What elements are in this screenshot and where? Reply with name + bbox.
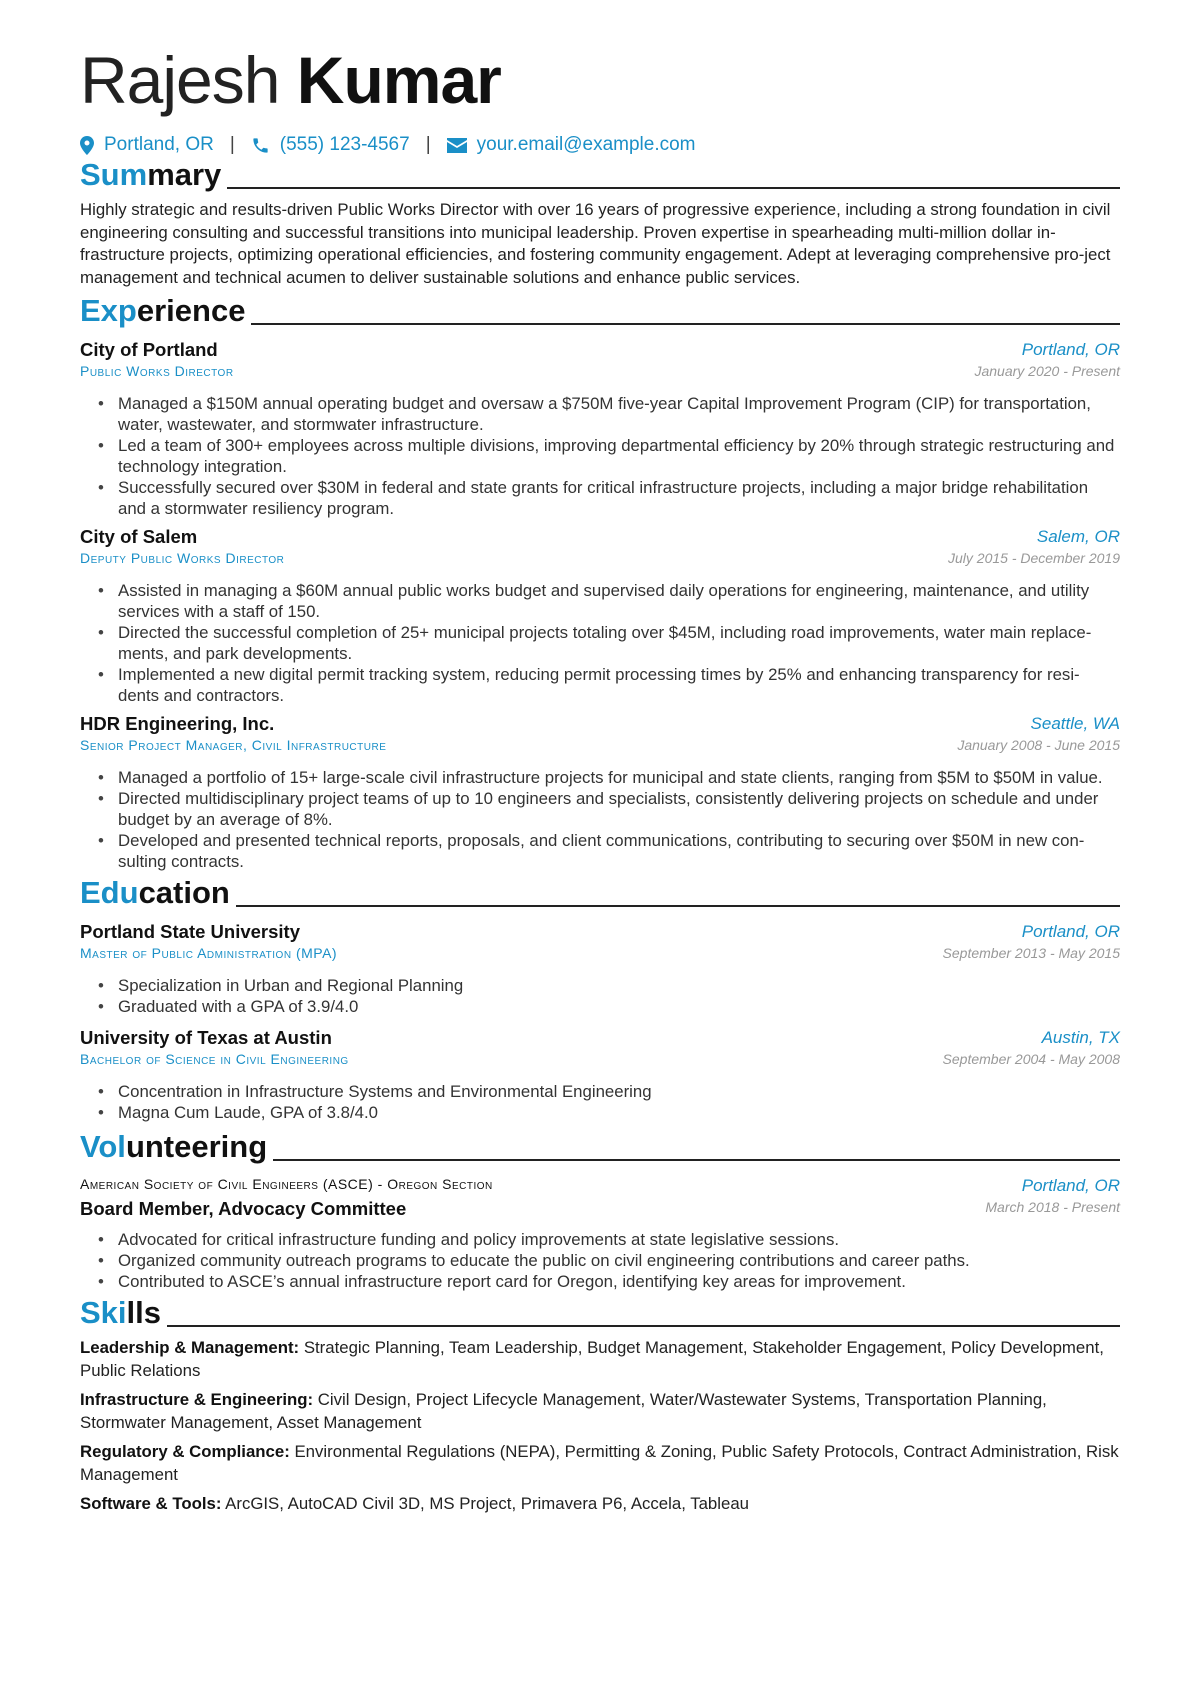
contact-separator: | <box>425 134 431 155</box>
volunteer-dates: March 2018 - Present <box>985 1199 1120 1215</box>
list-item: • Contributed to ASCE’s annual infrastructure report card for Oregon, identifying key areas for improvement. <box>98 1271 1120 1292</box>
school-name: University of Texas at Austin <box>80 1027 332 1048</box>
experience-entry <box>80 338 1120 384</box>
list-item: • Directed the successful completion of 25+ municipal projects totaling over $45M, including road improvements, water main replace-ments, and park developments. <box>98 622 1120 664</box>
skill-value: Strategic Planning, Team Leadership, Budget Management, Stakeholder Engagement, Policy Development, Public Relations <box>80 1338 1104 1380</box>
list-item: • Successfully secured over $30M in federal and state grants for critical infrastructure projects, including a major bridge rehabilitation and a stormwater resiliency program. <box>98 477 1120 519</box>
employer-name: City of Portland <box>80 339 218 360</box>
section-rule <box>227 187 1120 189</box>
job-title: Senior Project Manager, Civil Infrastructure <box>80 737 387 753</box>
volunteer-location: Portland, OR <box>1021 1176 1120 1195</box>
job-location: Portland, OR <box>1021 340 1120 359</box>
skill-value: Civil Design, Project Lifecycle Management, Water/Wastewater Systems, Transportation Planning, Stormwater Management, Asset Management <box>80 1390 1047 1432</box>
job-dates: January 2020 - Present <box>974 363 1120 379</box>
phone-icon <box>251 136 270 155</box>
skill-row <box>80 1337 1120 1382</box>
education-heading <box>80 876 1120 910</box>
contact-email[interactable] <box>447 134 696 156</box>
list-item: • Assisted in managing a $60M annual public works budget and supervised daily operations for engineering, maintenance, and utility services with a staff of 150. <box>98 580 1120 622</box>
education-title-rest: cation <box>138 875 230 910</box>
section-rule <box>273 1159 1120 1161</box>
skill-value: Environmental Regulations (NEPA), Permitting & Zoning, Public Safety Protocols, Contract Administration, Risk Management <box>80 1442 1119 1484</box>
section-rule <box>167 1325 1120 1327</box>
volunteering-title-rest: unteering <box>125 1129 268 1164</box>
degree: Master of Public Administration (MPA) <box>80 945 338 961</box>
email-link[interactable]: your.email@example.com <box>476 134 696 155</box>
school-dates: September 2004 - May 2008 <box>942 1051 1120 1067</box>
list-item: • Implemented a new digital permit tracking system, reducing permit processing times by 25% and enhancing transparency for resi-dents and contractors. <box>98 664 1120 706</box>
skill-value: ArcGIS, AutoCAD Civil 3D, MS Project, Primavera P6, Accela, Tableau <box>225 1494 749 1513</box>
volunteer-role: Board Member, Advocacy Committee <box>80 1198 407 1219</box>
list-item: • Concentration in Infrastructure Systems and Environmental Engineering <box>98 1081 1120 1102</box>
job-dates: July 2015 - December 2019 <box>948 550 1120 566</box>
volunteering-entry <box>80 1174 1120 1220</box>
volunteering-heading <box>80 1130 1120 1164</box>
experience-entry <box>80 525 1120 571</box>
job-title: Deputy Public Works Director <box>80 550 285 566</box>
contact-line <box>80 134 696 156</box>
list-item: • Advocated for critical infrastructure funding and policy improvements at state legislative sessions. <box>98 1229 1120 1250</box>
employer-name: City of Salem <box>80 526 198 547</box>
education-bullets <box>98 1081 1120 1123</box>
experience-bullets <box>98 580 1120 706</box>
skills-title-accent: Ski <box>80 1295 127 1330</box>
summary-heading <box>80 158 1120 192</box>
section-rule <box>236 905 1120 907</box>
list-item: • Directed multidisciplinary project teams of up to 10 engineers and specialists, consistently delivering projects on schedule and under budget by an average of 8%. <box>98 788 1120 830</box>
envelope-icon <box>447 138 467 153</box>
job-title: Public Works Director <box>80 363 234 379</box>
degree: Bachelor of Science in Civil Engineering <box>80 1051 349 1067</box>
experience-heading <box>80 294 1120 328</box>
school-location: Austin, TX <box>1041 1028 1120 1047</box>
school-dates: September 2013 - May 2015 <box>942 945 1120 961</box>
map-marker-icon <box>80 136 94 155</box>
job-location: Salem, OR <box>1036 527 1120 546</box>
skill-row <box>80 1389 1120 1434</box>
contact-separator: | <box>229 134 235 155</box>
summary-title-accent: Sum <box>80 157 148 192</box>
skill-label: Software & Tools: <box>80 1494 222 1513</box>
first-name: Rajesh <box>80 43 280 117</box>
contact-location <box>80 134 214 156</box>
list-item: • Managed a portfolio of 15+ large-scale civil infrastructure projects for municipal and state clients, ranging from $5M to $50M in value. <box>98 767 1120 788</box>
list-item: • Managed a $150M annual operating budget and oversaw a $750M five-year Capital Improvement Program (CIP) for transportation, water, wastewater, and stormwater infrastructure. <box>98 393 1120 435</box>
experience-title-rest: erience <box>136 293 246 328</box>
list-item: • Magna Cum Laude, GPA of 3.8/4.0 <box>98 1102 1120 1123</box>
job-dates: January 2008 - June 2015 <box>957 737 1120 753</box>
volunteering-title-accent: Vol <box>80 1129 126 1164</box>
skill-label: Leadership & Management: <box>80 1338 300 1357</box>
experience-bullets <box>98 393 1120 519</box>
list-item: • Specialization in Urban and Regional Planning <box>98 975 1120 996</box>
experience-title-accent: Exp <box>80 293 137 328</box>
contact-phone[interactable] <box>251 134 410 156</box>
phone-text: (555) 123-4567 <box>279 134 410 155</box>
list-item: • Led a team of 300+ employees across multiple divisions, improving departmental efficiency by 20% through strategic restructuring and technology integration. <box>98 435 1120 477</box>
school-location: Portland, OR <box>1021 922 1120 941</box>
education-bullets <box>98 975 1120 1017</box>
employer-name: HDR Engineering, Inc. <box>80 713 275 734</box>
education-entry <box>80 1026 1120 1072</box>
list-item: • Graduated with a GPA of 3.9/4.0 <box>98 996 1120 1017</box>
skill-row <box>80 1441 1120 1486</box>
list-item: • Developed and presented technical reports, proposals, and client communications, contributing to securing over $50M in new con-sulting contracts. <box>98 830 1120 872</box>
skill-row <box>80 1493 1120 1516</box>
skills-title-rest: lls <box>126 1295 161 1330</box>
education-title-accent: Edu <box>80 875 139 910</box>
volunteer-org: American Society of Civil Engineers (ASCE) - Oregon Section <box>80 1176 493 1192</box>
summary-title-rest: mary <box>147 157 222 192</box>
candidate-name <box>80 40 501 120</box>
summary-text: Highly strategic and results-driven Public Works Director with over 16 years of progressive experience, including a strong foundation in civil engineering consulting and successful transitions into municipal leadership. Proven expertise in spearheading multi-million dollar in-frastructure projects, optimizing operational efficiencies, and fostering community engagement. Adept at leveraging comprehensive pro-ject management and technical acumen to deliver sustainable solutions and enhance public services. <box>80 200 1111 287</box>
section-rule <box>251 323 1120 325</box>
last-name: Kumar <box>296 43 501 117</box>
skills-heading <box>80 1296 1120 1330</box>
education-entry <box>80 920 1120 966</box>
skill-label: Infrastructure & Engineering: <box>80 1390 314 1409</box>
volunteering-bullets <box>98 1229 1120 1292</box>
skill-label: Regulatory & Compliance: <box>80 1442 290 1461</box>
experience-bullets <box>98 767 1120 872</box>
school-name: Portland State University <box>80 921 301 942</box>
job-location: Seattle, WA <box>1030 714 1120 733</box>
list-item: • Organized community outreach programs to educate the public on civil engineering contributions and career paths. <box>98 1250 1120 1271</box>
location-text: Portland, OR <box>104 134 214 155</box>
experience-entry <box>80 712 1120 758</box>
